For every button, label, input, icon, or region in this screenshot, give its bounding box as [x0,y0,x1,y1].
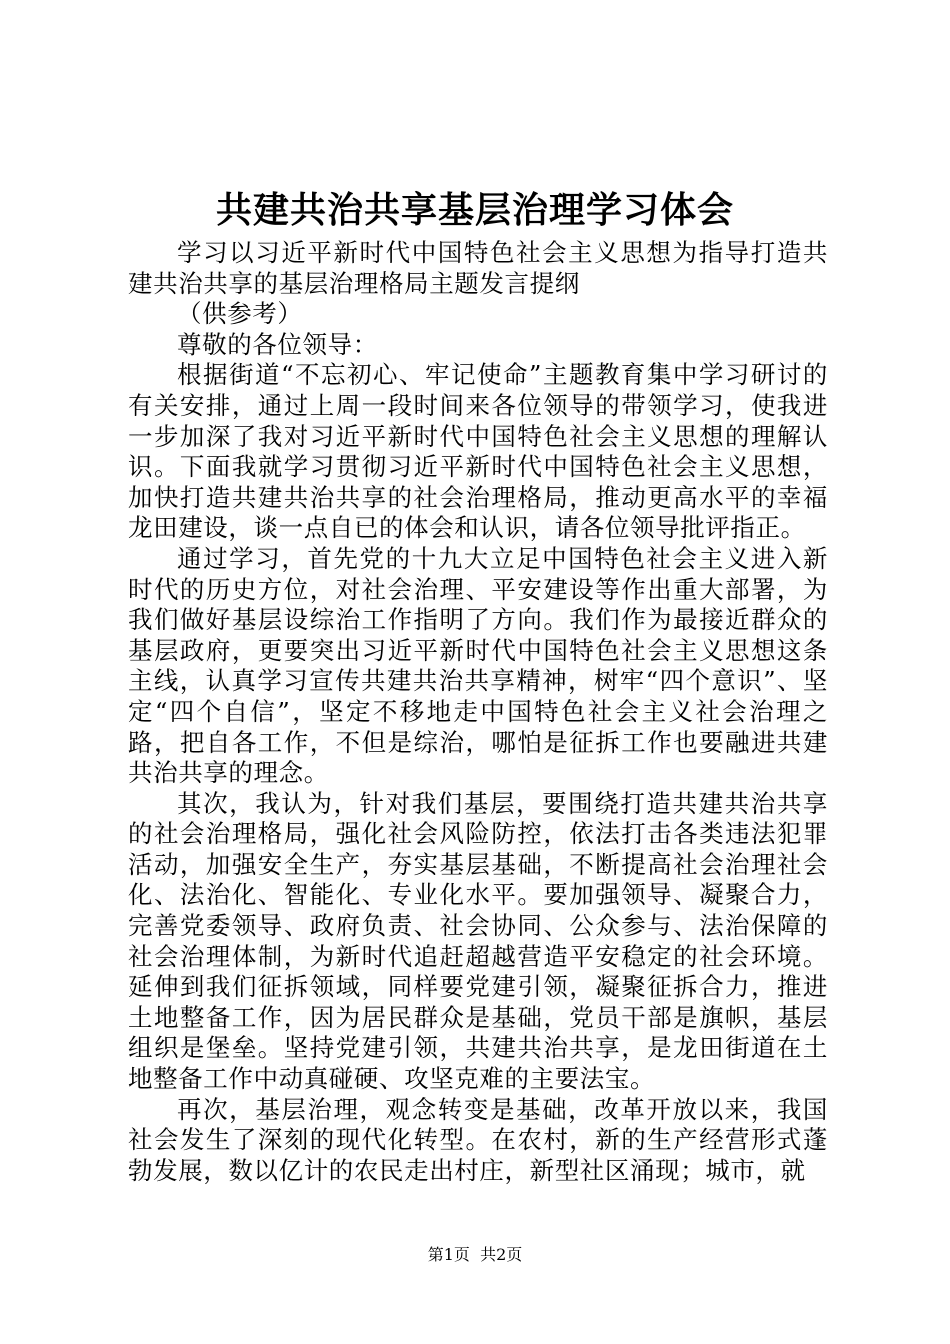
page-number-current: 第1页 [427,1245,470,1264]
document-body [128,238,828,1186]
document-title: 共建共治共享基层治理学习体会 [215,189,734,231]
paragraph-salutation: 尊敬的各位领导： [177,329,378,359]
paragraph-second: 其次，我认为，针对我们基层，要围绕打造共建共治共享的社会治理格局，强化社会风险防控，依法打击各类违法犯罪活动，加强安全生产，夯实基层基础，不断提高社会治理社会化、法治化、智能化、专业化水平。要加强领导、凝聚合力，完善党委领导、政府负责、社会协同、公众参与、法治保障的社会治理体制，为新时代追赶超越营造平安稳定的社会环境。延伸到我们征拆领域，同样要党建引领，凝聚征拆合力，推进土地整备工作，因为居民群众是基础，党员干部是旗帜，基层组织是堡垒。坚持党建引领，共建共治共享，是龙田街道在土地整备工作中动真碰硬、攻坚克难的主要法宝。 [128,788,828,1094]
page-number-total: 共2页 [480,1245,523,1264]
paragraph-intro: 根据街道“不忘初心、牢记使命”主题教育集中学习研讨的有关安排，通过上周一段时间来各位领导的带领学习，使我进一步加深了我对习近平新时代中国特色社会主义思想的理解认识。下面我就学习贯彻习近平新时代中国特色社会主义思想，加快打造共建共治共享的社会治理格局，推动更高水平的幸福龙田建设，谈一点自已的体会和认识，请各位领导批评指正。 [128,360,828,543]
page-footer [0,1244,950,1266]
paragraph-note: （供参考） [177,299,303,329]
paragraph-third: 再次，基层治理，观念转变是基础，改革开放以来，我国社会发生了深刻的现代化转型。在农村，新的生产经营形式蓬勃发展，数以亿计的农民走出村庄，新型社区涌现；城市，就 [128,1094,828,1185]
paragraph-subtitle: 学习以习近平新时代中国特色社会主义思想为指导打造共建共治共享的基层治理格局主题发言提纲 [128,238,828,298]
paragraph-first: 通过学习，首先党的十九大立足中国特色社会主义进入新时代的历史方位，对社会治理、平安建设等作出重大部署，为我们做好基层设综治工作指明了方向。我们作为最接近群众的基层政府，更要突出习近平新时代中国特色社会主义思想这条主线，认真学习宣传共建共治共享精神，树牢“四个意识”、坚定“四个自信”，坚定不移地走中国特色社会主义社会治理之路，把自各工作，不但是综治，哪怕是征拆工作也要融进共建共治共享的理念。 [128,543,828,788]
